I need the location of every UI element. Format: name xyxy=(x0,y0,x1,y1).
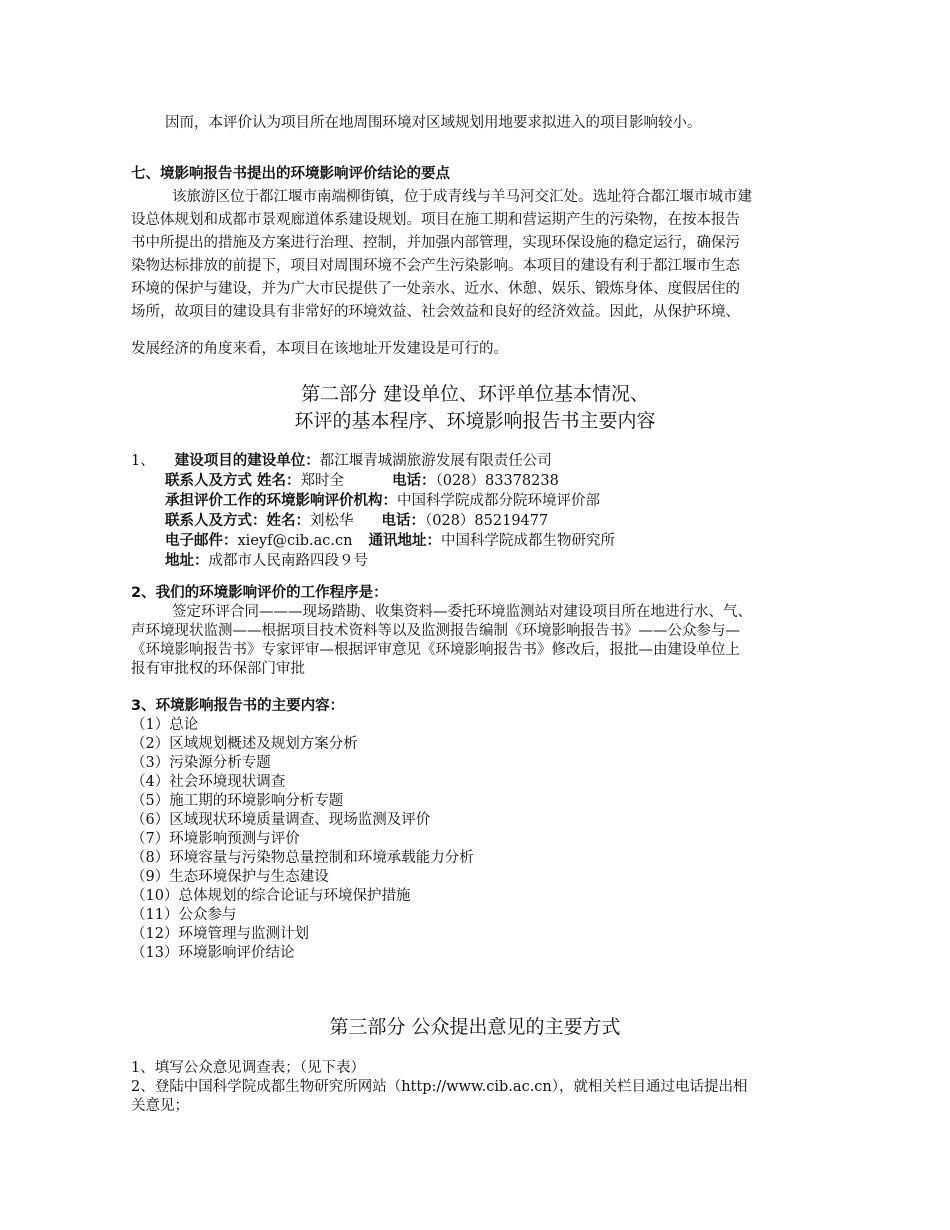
section7-para-line: 环境的保护与建设，并为广大市民提供了一处亲水、近水、休憩、娱乐、锻炼身体、度假居住的 xyxy=(131,281,740,297)
mail-label: 通讯地址： xyxy=(368,533,441,549)
section7-para-line: 设总体规划和成都市景观廊道体系建设规划。项目在施工期和营运期产生的污染物，在按本报告 xyxy=(131,212,740,228)
part3-line: 1、填写公众意见调查表；（见下表） xyxy=(131,1060,365,1076)
item3-heading: 3、环境影响报告书的主要内容： xyxy=(131,698,345,714)
address-row xyxy=(165,552,368,571)
mail-value: 中国科学院成都生物研究所 xyxy=(440,533,615,549)
intro-paragraph: 因而，本评价认为项目所在地周围环境对区域规划用地要求拟进入的项目影响较小。 xyxy=(165,115,702,131)
contact-label: 联系人及方式 姓名： xyxy=(165,473,301,489)
contact-row xyxy=(165,472,559,491)
email-value: xieyf@cib.ac.cn xyxy=(237,533,353,549)
eval-value: 中国科学院成都分院环境评价部 xyxy=(397,493,600,509)
unit-value: 都江堰青城湖旅游发展有限责任公司 xyxy=(319,453,552,469)
list-item: （4）社会环境现状调查 xyxy=(131,774,286,790)
phone-value: （028）83378238 xyxy=(435,473,559,489)
list-item: （12）环境管理与监测计划 xyxy=(131,926,309,942)
part3-title: 第三部分 公众提出意见的主要方式 xyxy=(329,1016,621,1038)
email-label: 电子邮件： xyxy=(165,533,238,549)
list-item: （11）公众参与 xyxy=(131,907,237,923)
unit-label: 建设项目的建设单位： xyxy=(174,453,320,469)
part3-line: 2、登陆中国科学院成都生物研究所网站（http://www.cib.ac.cn），就相关栏目通过电话提出相 xyxy=(131,1079,748,1095)
contact2-row xyxy=(165,512,548,531)
list-item: （8）环境容量与污染物总量控制和环境承载能力分析 xyxy=(131,850,474,866)
item2-line: 报有审批权的环保部门审批 xyxy=(131,661,305,677)
contact2-name: 刘松华 xyxy=(310,513,354,529)
item2-line: 《环境影响报告书》专家评审—根据评审意见《环境影响报告书》修改后，报批—由建设单位上 xyxy=(131,642,740,658)
section7-para-line: 书中所提出的措施及方案进行治理、控制，并加强内部管理，实现环保设施的稳定运行，确保污 xyxy=(131,235,740,251)
section7-heading: 七、境影响报告书提出的环境影响评价结论的要点 xyxy=(131,166,450,182)
eval-label: 承担评价工作的环境影响评价机构： xyxy=(165,493,397,509)
addr-label: 地址： xyxy=(165,553,209,569)
list-item: （1）总论 xyxy=(131,717,199,733)
eval-row xyxy=(165,492,600,511)
list-item: （13）环境影响评价结论 xyxy=(131,945,295,961)
part2-title-line1: 第二部分 建设单位、环评单位基本情况、 xyxy=(300,383,650,405)
contact2-label: 联系人及方式：姓名： xyxy=(165,513,310,529)
list-item: （3）污染源分析专题 xyxy=(131,755,271,771)
section7-para-line: 染物达标排放的前提下，项目对周围环境不会产生污染影响。本项目的建设有利于都江堰市生态 xyxy=(131,258,740,274)
list-item: （6）区域现状环境质量调查、现场监测及评价 xyxy=(131,812,431,828)
list-item: （10）总体规划的综合论证与环境保护措施 xyxy=(131,888,411,904)
section7-para-line: 场所，故项目的建设具有非常好的环境效益、社会效益和良好的经济效益。因此，从保护环境、 xyxy=(131,304,740,320)
item1-number: 1、 xyxy=(131,453,155,469)
phone-label: 电话： xyxy=(392,473,436,489)
item2-line: 签定环评合同———现场踏勘、收集资料—委托环境监测站对建设项目所在地进行水、气、 xyxy=(172,604,752,620)
phone2-value: （028）85219477 xyxy=(425,513,549,529)
part3-line: 关意见； xyxy=(131,1098,189,1114)
part2-title-line2: 环评的基本程序、环境影响报告书主要内容 xyxy=(294,410,656,432)
item2-heading: 2、我们的环境影响评价的工作程序是： xyxy=(131,585,388,601)
list-item: （7）环境影响预测与评价 xyxy=(131,831,300,847)
list-item: （2）区域规划概述及规划方案分析 xyxy=(131,736,358,752)
section7-para-line: 发展经济的角度来看，本项目在该地址开发建设是可行的。 xyxy=(131,341,508,357)
list-item: （5）施工期的环境影响分析专题 xyxy=(131,793,344,809)
contact-name: 郑时全 xyxy=(300,473,345,489)
item2-line: 声环境现状监测——根据项目技术资料等以及监测报告编制《环境影响报告书》——公众参与— xyxy=(131,623,740,639)
section7-para-line: 该旅游区位于都江堰市南端柳街镇，位于成青线与羊马河交汇处。选址符合都江堰市城市建 xyxy=(172,189,752,205)
list-item: （9）生态环境保护与生态建设 xyxy=(131,869,329,885)
addr-value: 成都市人民南路四段９号 xyxy=(208,553,368,569)
phone2-label: 电话： xyxy=(381,513,425,529)
item1-row xyxy=(131,452,552,471)
email-row xyxy=(165,532,615,551)
